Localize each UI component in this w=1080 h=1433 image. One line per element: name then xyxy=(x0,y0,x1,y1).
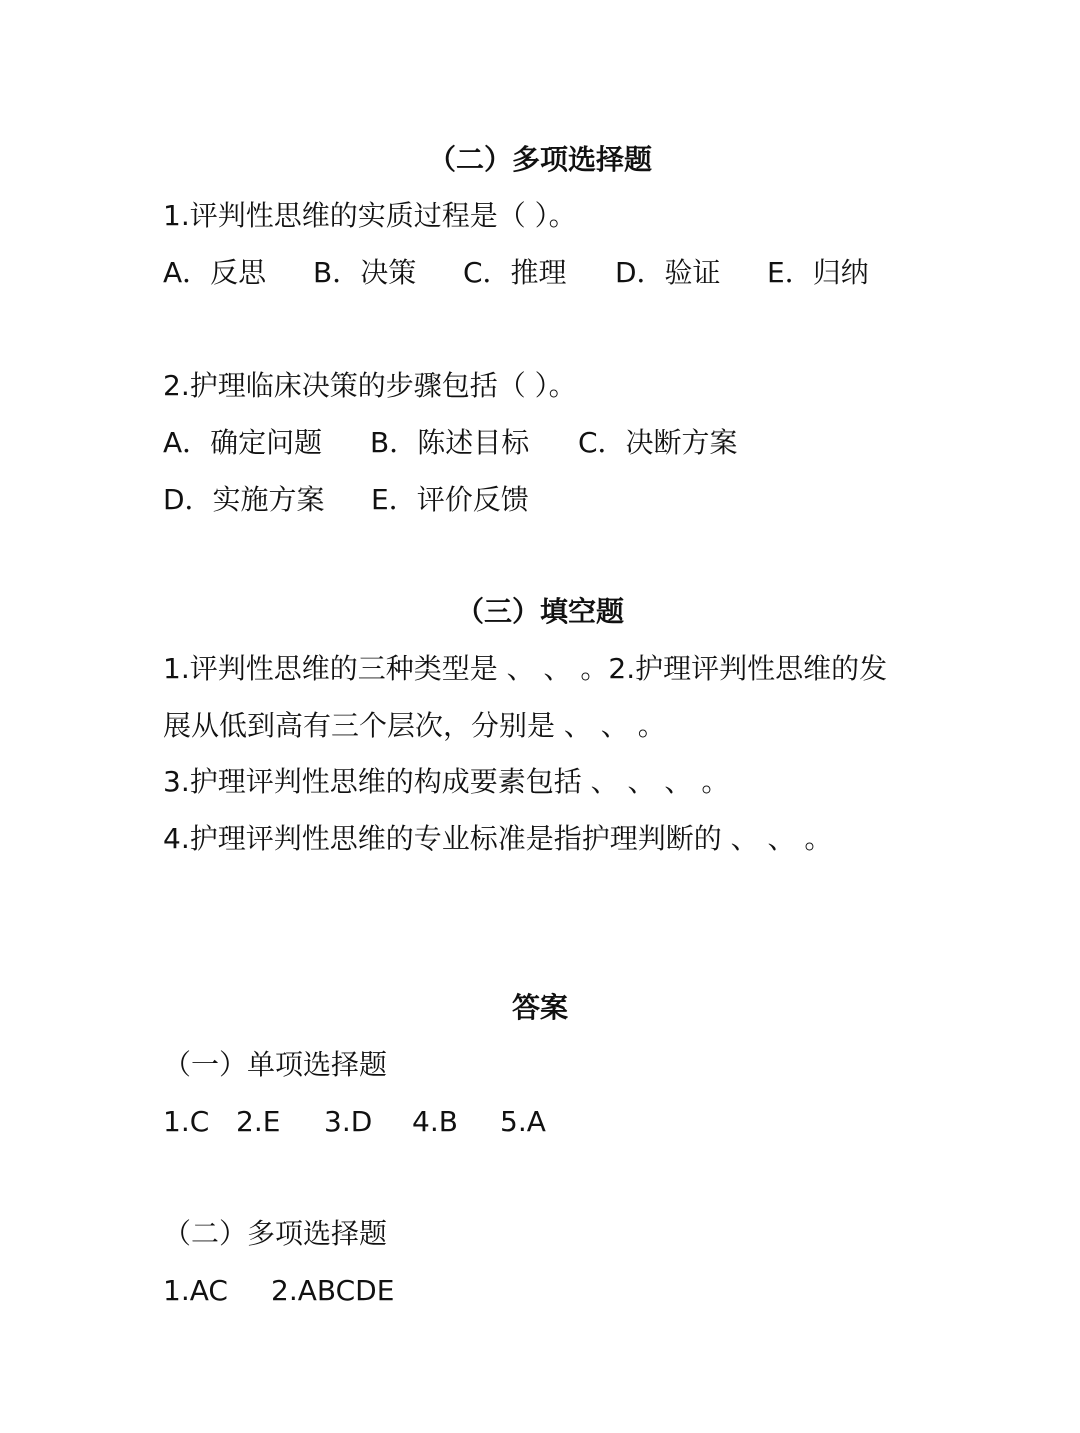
answer-item: 1.AC xyxy=(163,1274,228,1307)
option-c: C．推理 xyxy=(463,256,567,289)
fill-blank-line-2: 展从低到高有三个层次，分别是 、 、 。 xyxy=(163,709,666,742)
answer-item: 1.C xyxy=(163,1105,210,1138)
single-choice-answers-heading: （一）单项选择题 xyxy=(163,1048,388,1081)
option-e: E．归纳 xyxy=(767,256,869,289)
fill-blank-line-3: 3.护理评判性思维的构成要素包括 、 、 、 。 xyxy=(163,765,730,798)
fill-blank-heading: （三）填空题 xyxy=(455,595,624,628)
question-2-options-row-2 xyxy=(163,480,529,520)
option-d: D．实施方案 xyxy=(163,483,325,516)
question-1-stem: 1.评判性思维的实质过程是（ ）。 xyxy=(163,199,577,232)
question-2-stem: 2.护理临床决策的步骤包括（ ）。 xyxy=(163,369,577,402)
multiple-choice-answers xyxy=(163,1271,394,1311)
option-b: B．陈述目标 xyxy=(370,426,530,459)
answers-heading: 答案 xyxy=(511,991,568,1024)
option-b: B．决策 xyxy=(313,256,417,289)
multiple-choice-answers-heading: （二）多项选择题 xyxy=(163,1217,388,1250)
option-d: D．验证 xyxy=(615,256,721,289)
fill-blank-line-4: 4.护理评判性思维的专业标准是指护理判断的 、 、 。 xyxy=(163,822,833,855)
question-1-options xyxy=(163,253,869,293)
option-a: A．反思 xyxy=(163,256,267,289)
answer-item: 2.ABCDE xyxy=(271,1274,395,1307)
option-e: E．评价反馈 xyxy=(371,483,529,516)
option-c: C．决断方案 xyxy=(578,426,738,459)
fill-blank-line-1: 1.评判性思维的三种类型是 、 、 。2.护理评判性思维的发 xyxy=(163,652,888,685)
multiple-choice-heading: （二）多项选择题 xyxy=(427,143,652,176)
option-a: A．确定问题 xyxy=(163,426,323,459)
single-choice-answers xyxy=(163,1102,546,1142)
question-2-options-row-1 xyxy=(163,423,738,463)
answer-item: 3.D xyxy=(324,1105,373,1138)
answer-item: 2.E xyxy=(236,1105,281,1138)
answer-item: 4.B xyxy=(412,1105,458,1138)
answer-item: 5.A xyxy=(500,1105,546,1138)
